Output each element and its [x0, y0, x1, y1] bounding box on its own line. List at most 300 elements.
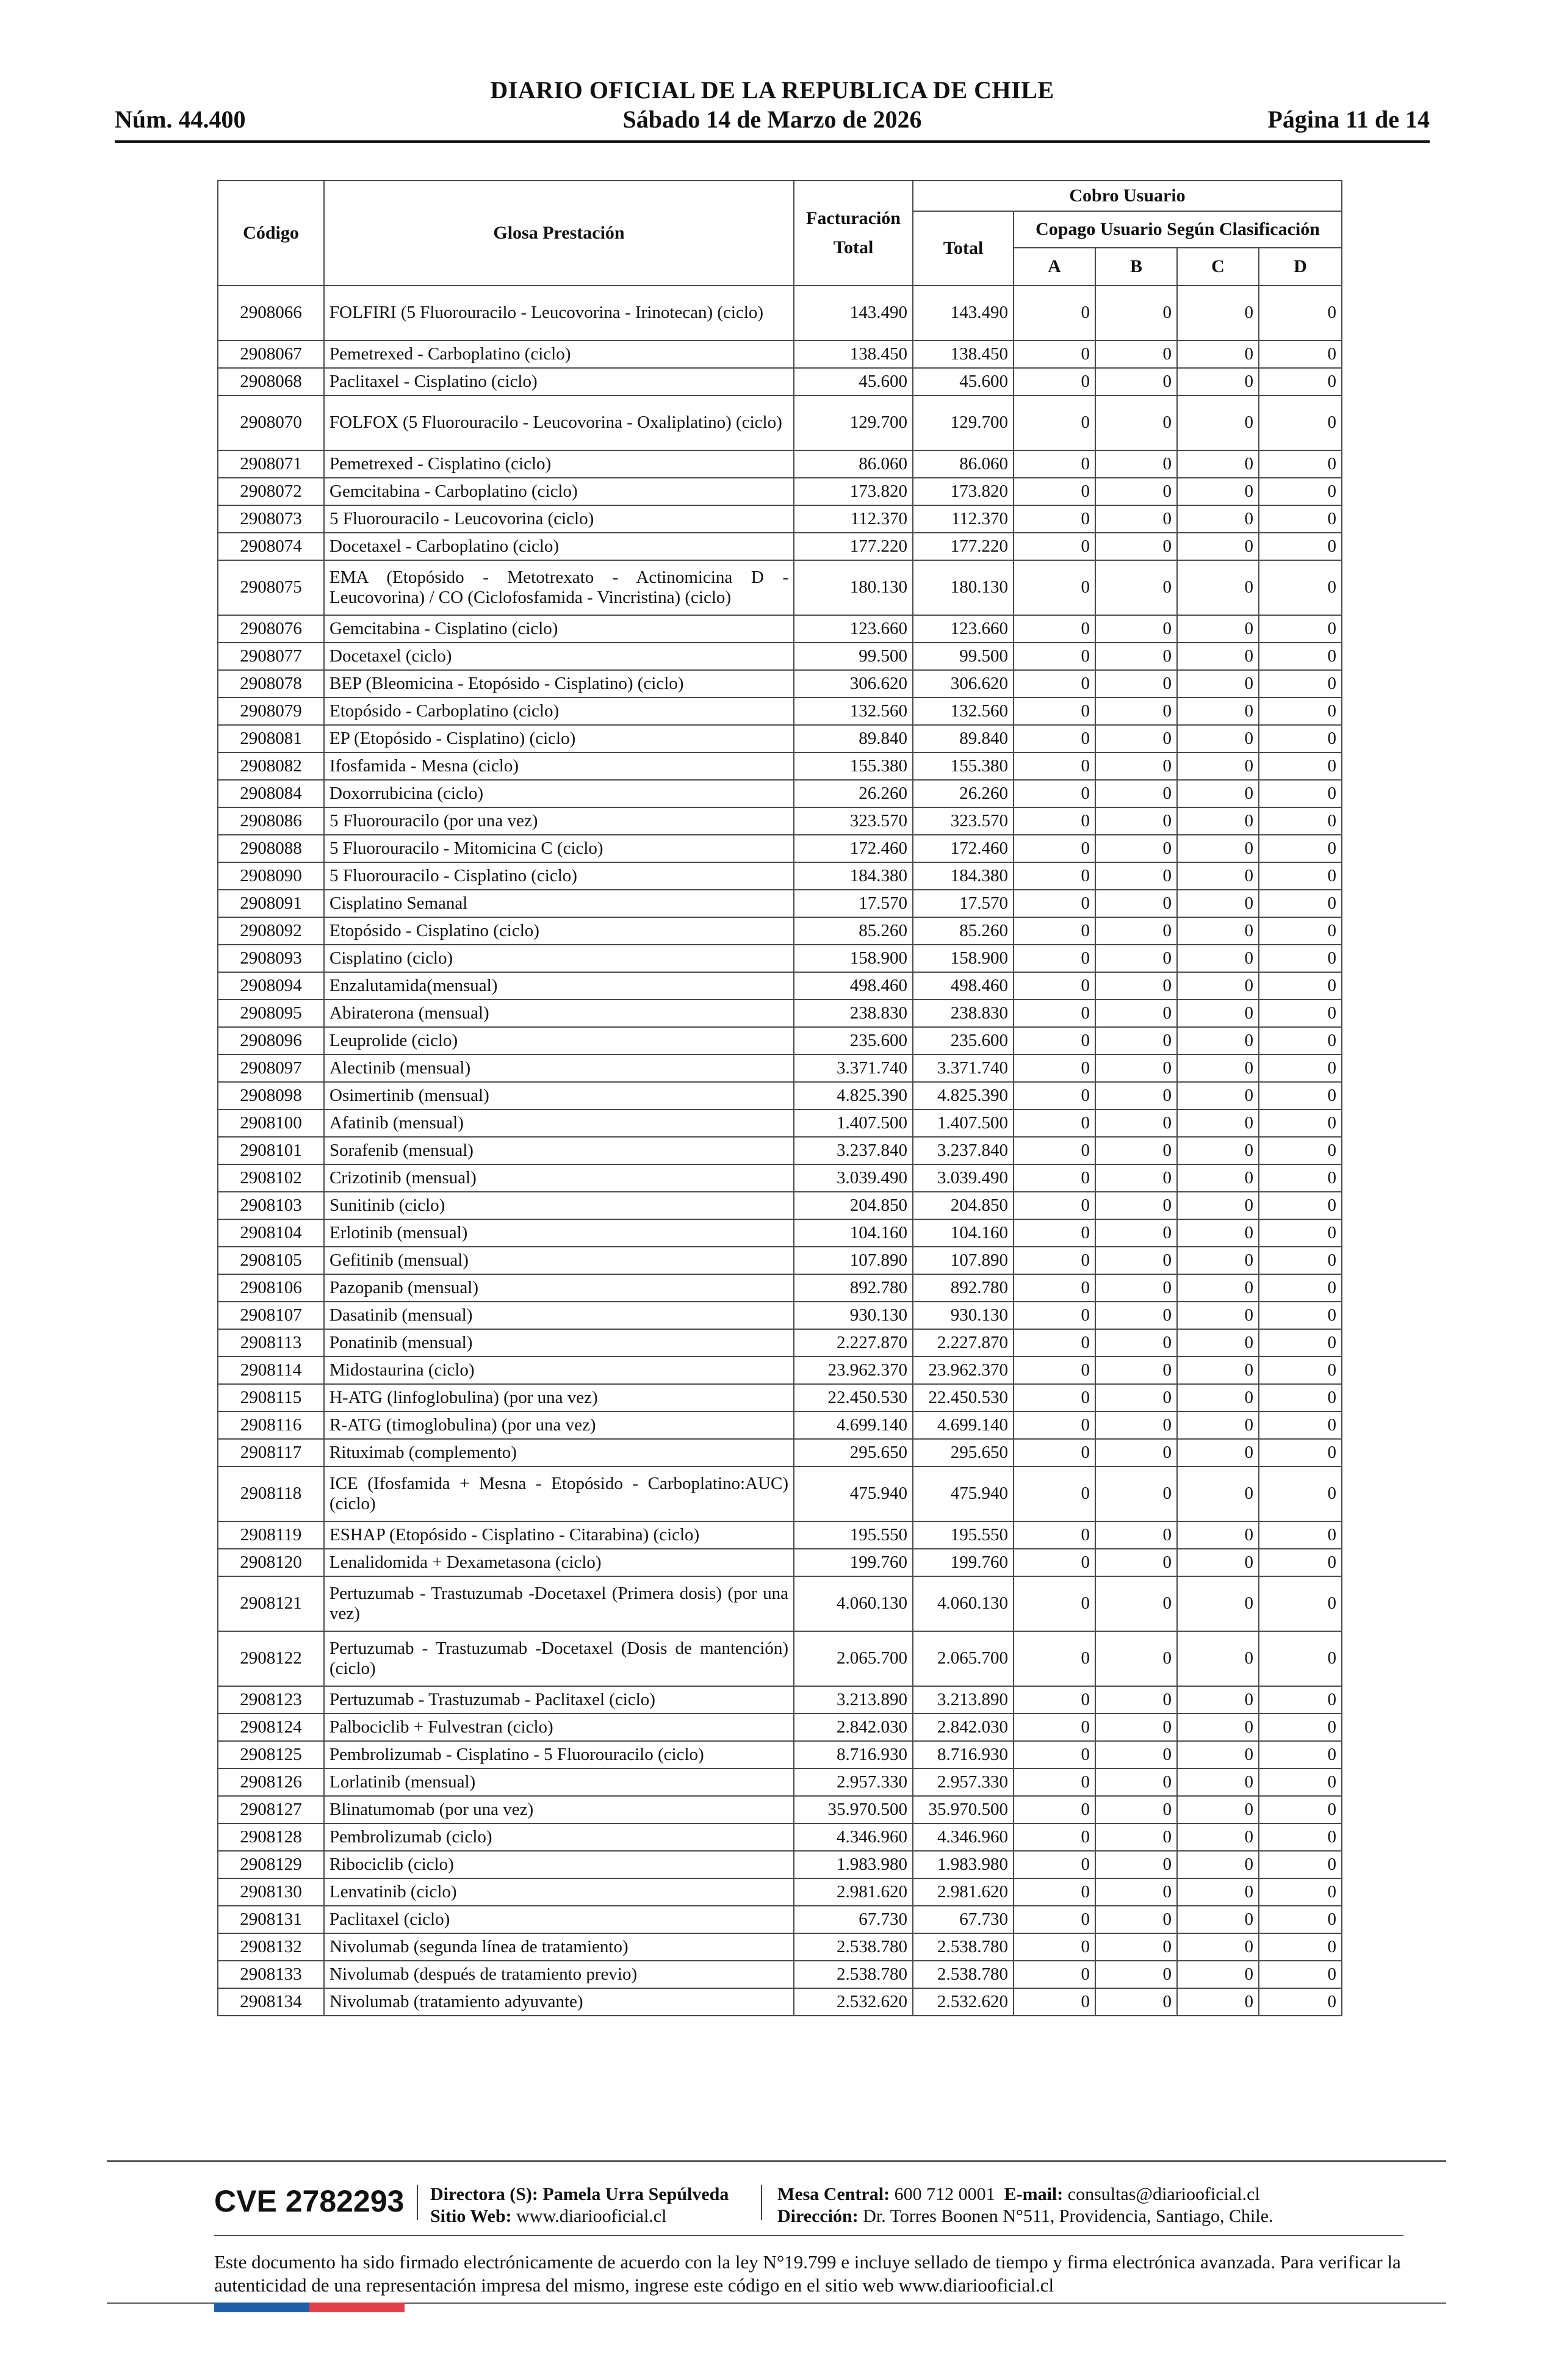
total-cell: 2.538.780: [913, 1961, 1014, 1988]
copago-a-cell: 0: [1014, 1302, 1095, 1329]
copago-b-cell: 0: [1095, 1878, 1177, 1906]
copago-d-cell: 0: [1259, 1302, 1342, 1329]
glosa-cell: Dasatinib (mensual): [324, 1302, 794, 1329]
table-row: [218, 945, 1342, 972]
facturacion-cell: 85.260: [794, 917, 913, 945]
copago-b-cell: 0: [1095, 643, 1177, 670]
copago-c-cell: 0: [1177, 1329, 1259, 1357]
table-row: [218, 807, 1342, 835]
table-row: [218, 1769, 1342, 1796]
copago-c-cell: 0: [1177, 1109, 1259, 1137]
total-cell: 2.981.620: [913, 1878, 1014, 1906]
total-cell: 2.538.780: [913, 1933, 1014, 1961]
copago-c-cell: 0: [1177, 395, 1259, 450]
glosa-cell: Pemetrexed - Carboplatino (ciclo): [324, 341, 794, 368]
copago-c-cell: 0: [1177, 533, 1259, 560]
code-cell: 2908113: [218, 1329, 324, 1357]
copago-d-cell: 0: [1259, 1137, 1342, 1164]
table-row: [218, 450, 1342, 478]
table-row: [218, 533, 1342, 560]
facturacion-cell: 177.220: [794, 533, 913, 560]
total-cell: 2.227.870: [913, 1329, 1014, 1357]
code-cell: 2908093: [218, 945, 324, 972]
glosa-cell: Etopósido - Cisplatino (ciclo): [324, 917, 794, 945]
facturacion-cell: 3.213.890: [794, 1686, 913, 1714]
code-cell: 2908134: [218, 1988, 324, 2016]
copago-c-cell: 0: [1177, 1933, 1259, 1961]
copago-d-cell: 0: [1259, 643, 1342, 670]
glosa-cell: Ribociclib (ciclo): [324, 1851, 794, 1878]
glosa-cell: Leuprolide (ciclo): [324, 1027, 794, 1055]
total-cell: 4.699.140: [913, 1412, 1014, 1439]
code-cell: 2908097: [218, 1055, 324, 1082]
total-cell: 306.620: [913, 670, 1014, 698]
code-cell: 2908090: [218, 862, 324, 890]
facturacion-cell: 2.538.780: [794, 1933, 913, 1961]
facturacion-cell: 158.900: [794, 945, 913, 972]
total-cell: 238.830: [913, 1000, 1014, 1027]
copago-c-cell: 0: [1177, 807, 1259, 835]
copago-d-cell: 0: [1259, 1796, 1342, 1823]
total-cell: 3.371.740: [913, 1055, 1014, 1082]
glosa-cell: Pazopanib (mensual): [324, 1274, 794, 1302]
facturacion-cell: 180.130: [794, 560, 913, 615]
glosa-cell: Erlotinib (mensual): [324, 1219, 794, 1247]
copago-b-cell: 0: [1095, 1000, 1177, 1027]
facturacion-cell: 4.699.140: [794, 1412, 913, 1439]
copago-b-cell: 0: [1095, 1823, 1177, 1851]
copago-d-cell: 0: [1259, 1439, 1342, 1466]
total-cell: 17.570: [913, 890, 1014, 917]
facturacion-cell: 155.380: [794, 752, 913, 780]
total-cell: 184.380: [913, 862, 1014, 890]
copago-a-cell: 0: [1014, 1274, 1095, 1302]
code-cell: 2908071: [218, 450, 324, 478]
table-row: [218, 1329, 1342, 1357]
copago-a-cell: 0: [1014, 1137, 1095, 1164]
mesa-label: Mesa Central:: [777, 2184, 890, 2204]
copago-b-cell: 0: [1095, 286, 1177, 341]
table-row: [218, 478, 1342, 505]
facturacion-cell: 2.957.330: [794, 1769, 913, 1796]
glosa-cell: Paclitaxel (ciclo): [324, 1906, 794, 1933]
copago-c-cell: 0: [1177, 972, 1259, 1000]
glosa-cell: R-ATG (timoglobulina) (por una vez): [324, 1412, 794, 1439]
glosa-cell: 5 Fluorouracilo - Leucovorina (ciclo): [324, 505, 794, 533]
copago-a-cell: 0: [1014, 1631, 1095, 1686]
total-cell: 23.962.370: [913, 1357, 1014, 1384]
copago-a-cell: 0: [1014, 725, 1095, 752]
copago-b-cell: 0: [1095, 560, 1177, 615]
copago-b-cell: 0: [1095, 780, 1177, 807]
total-cell: 173.820: [913, 478, 1014, 505]
copago-b-cell: 0: [1095, 1851, 1177, 1878]
copago-c-cell: 0: [1177, 1055, 1259, 1082]
facturacion-cell: 2.538.780: [794, 1961, 913, 1988]
copago-d-cell: 0: [1259, 1384, 1342, 1412]
copago-b-cell: 0: [1095, 1988, 1177, 2016]
code-cell: 2908103: [218, 1192, 324, 1219]
copago-a-cell: 0: [1014, 1988, 1095, 2016]
glosa-cell: Afatinib (mensual): [324, 1109, 794, 1137]
table-row: [218, 670, 1342, 698]
copago-b-cell: 0: [1095, 1714, 1177, 1741]
facturacion-cell: 89.840: [794, 725, 913, 752]
facturacion-cell: 172.460: [794, 835, 913, 862]
copago-a-cell: 0: [1014, 1384, 1095, 1412]
code-cell: 2908124: [218, 1714, 324, 1741]
copago-d-cell: 0: [1259, 1576, 1342, 1631]
copago-a-cell: 0: [1014, 1933, 1095, 1961]
facturacion-cell: 132.560: [794, 698, 913, 725]
total-cell: 104.160: [913, 1219, 1014, 1247]
total-cell: 475.940: [913, 1466, 1014, 1521]
facturacion-cell: 173.820: [794, 478, 913, 505]
copago-a-cell: 0: [1014, 780, 1095, 807]
copago-d-cell: 0: [1259, 1549, 1342, 1576]
copago-b-cell: 0: [1095, 1686, 1177, 1714]
copago-c-cell: 0: [1177, 1686, 1259, 1714]
glosa-cell: Pertuzumab - Trastuzumab - Paclitaxel (ciclo): [324, 1686, 794, 1714]
facturacion-cell: 4.346.960: [794, 1823, 913, 1851]
glosa-cell: Doxorrubicina (ciclo): [324, 780, 794, 807]
table-body: [218, 286, 1342, 2016]
issue-number: Núm. 44.400: [115, 106, 246, 133]
copago-c-cell: 0: [1177, 1823, 1259, 1851]
code-cell: 2908123: [218, 1686, 324, 1714]
copago-a-cell: 0: [1014, 1357, 1095, 1384]
copago-c-cell: 0: [1177, 862, 1259, 890]
code-cell: 2908131: [218, 1906, 324, 1933]
facturacion-cell: 26.260: [794, 780, 913, 807]
header-d: D: [1259, 248, 1342, 286]
total-cell: 4.825.390: [913, 1082, 1014, 1109]
copago-d-cell: 0: [1259, 1274, 1342, 1302]
glosa-cell: BEP (Bleomicina - Etopósido - Cisplatino) (ciclo): [324, 670, 794, 698]
copago-a-cell: 0: [1014, 395, 1095, 450]
copago-d-cell: 0: [1259, 1714, 1342, 1741]
copago-c-cell: 0: [1177, 1247, 1259, 1274]
copago-a-cell: 0: [1014, 1796, 1095, 1823]
footer-divider: [761, 2185, 762, 2220]
copago-b-cell: 0: [1095, 1933, 1177, 1961]
copago-d-cell: 0: [1259, 1988, 1342, 2016]
header-facturacion: Facturación Total: [794, 181, 913, 286]
copago-b-cell: 0: [1095, 341, 1177, 368]
copago-d-cell: 0: [1259, 972, 1342, 1000]
director-name: Pamela Urra Sepúlveda: [542, 2184, 729, 2204]
glosa-cell: Gemcitabina - Cisplatino (ciclo): [324, 615, 794, 643]
table-row: [218, 1439, 1342, 1466]
header-cobro-usuario: Cobro Usuario: [913, 181, 1342, 211]
copago-d-cell: 0: [1259, 1192, 1342, 1219]
copago-c-cell: 0: [1177, 615, 1259, 643]
page-header: [115, 73, 1430, 145]
copago-d-cell: 0: [1259, 286, 1342, 341]
total-cell: 8.716.930: [913, 1741, 1014, 1769]
code-cell: 2908081: [218, 725, 324, 752]
copago-b-cell: 0: [1095, 615, 1177, 643]
copago-b-cell: 0: [1095, 1357, 1177, 1384]
copago-c-cell: 0: [1177, 670, 1259, 698]
glosa-cell: EMA (Etopósido - Metotrexato - Actinomicina D - Leucovorina) / CO (Ciclofosfamida - Vincristina) (ciclo): [324, 560, 794, 615]
header-c: C: [1177, 248, 1259, 286]
web-link[interactable]: www.diariooficial.cl: [516, 2206, 667, 2226]
copago-a-cell: 0: [1014, 1823, 1095, 1851]
copago-c-cell: 0: [1177, 1027, 1259, 1055]
glosa-cell: Gemcitabina - Carboplatino (ciclo): [324, 478, 794, 505]
copago-a-cell: 0: [1014, 1961, 1095, 1988]
copago-b-cell: 0: [1095, 1769, 1177, 1796]
facturacion-cell: 4.825.390: [794, 1082, 913, 1109]
facturacion-cell: 199.760: [794, 1549, 913, 1576]
total-cell: 123.660: [913, 615, 1014, 643]
facturacion-cell: 3.371.740: [794, 1055, 913, 1082]
glosa-cell: Enzalutamida(mensual): [324, 972, 794, 1000]
facturacion-cell: 143.490: [794, 286, 913, 341]
table-row: [218, 780, 1342, 807]
copago-b-cell: 0: [1095, 1796, 1177, 1823]
code-cell: 2908101: [218, 1137, 324, 1164]
copago-d-cell: 0: [1259, 1329, 1342, 1357]
code-cell: 2908106: [218, 1274, 324, 1302]
address-label: Dirección:: [777, 2206, 859, 2226]
total-cell: 2.065.700: [913, 1631, 1014, 1686]
facturacion-cell: 86.060: [794, 450, 913, 478]
table-row: [218, 615, 1342, 643]
copago-c-cell: 0: [1177, 1769, 1259, 1796]
glosa-cell: Palbociclib + Fulvestran (ciclo): [324, 1714, 794, 1741]
total-cell: 138.450: [913, 341, 1014, 368]
footer-mid-rule: [214, 2235, 1403, 2236]
copago-c-cell: 0: [1177, 945, 1259, 972]
code-cell: 2908096: [218, 1027, 324, 1055]
total-cell: 158.900: [913, 945, 1014, 972]
table-row: [218, 1631, 1342, 1686]
facturacion-cell: 17.570: [794, 890, 913, 917]
total-cell: 22.450.530: [913, 1384, 1014, 1412]
glosa-cell: Abiraterona (mensual): [324, 1000, 794, 1027]
copago-b-cell: 0: [1095, 698, 1177, 725]
copago-a-cell: 0: [1014, 1466, 1095, 1521]
code-cell: 2908067: [218, 341, 324, 368]
glosa-cell: Cisplatino (ciclo): [324, 945, 794, 972]
copago-c-cell: 0: [1177, 1439, 1259, 1466]
copago-c-cell: 0: [1177, 1357, 1259, 1384]
copago-b-cell: 0: [1095, 533, 1177, 560]
facturacion-cell: 104.160: [794, 1219, 913, 1247]
code-cell: 2908086: [218, 807, 324, 835]
copago-c-cell: 0: [1177, 1219, 1259, 1247]
code-cell: 2908072: [218, 478, 324, 505]
copago-b-cell: 0: [1095, 1137, 1177, 1164]
code-cell: 2908127: [218, 1796, 324, 1823]
copago-d-cell: 0: [1259, 917, 1342, 945]
mesa-value: 600 712 0001: [894, 2184, 995, 2204]
copago-a-cell: 0: [1014, 1247, 1095, 1274]
glosa-cell: Midostaurina (ciclo): [324, 1357, 794, 1384]
copago-d-cell: 0: [1259, 1851, 1342, 1878]
glosa-cell: Alectinib (mensual): [324, 1055, 794, 1082]
copago-c-cell: 0: [1177, 1302, 1259, 1329]
copago-b-cell: 0: [1095, 1576, 1177, 1631]
glosa-cell: FOLFIRI (5 Fluorouracilo - Leucovorina - Irinotecan) (ciclo): [324, 286, 794, 341]
facturacion-cell: 3.237.840: [794, 1137, 913, 1164]
code-cell: 2908121: [218, 1576, 324, 1631]
copago-c-cell: 0: [1177, 1961, 1259, 1988]
table-row: [218, 1192, 1342, 1219]
facturacion-cell: 4.060.130: [794, 1576, 913, 1631]
copago-c-cell: 0: [1177, 1851, 1259, 1878]
total-cell: 204.850: [913, 1192, 1014, 1219]
copago-b-cell: 0: [1095, 752, 1177, 780]
glosa-cell: 5 Fluorouracilo - Mitomicina C (ciclo): [324, 835, 794, 862]
copago-d-cell: 0: [1259, 505, 1342, 533]
total-cell: 180.130: [913, 560, 1014, 615]
copago-c-cell: 0: [1177, 752, 1259, 780]
table-row: [218, 1302, 1342, 1329]
copago-c-cell: 0: [1177, 1796, 1259, 1823]
table-row: [218, 1906, 1342, 1933]
copago-c-cell: 0: [1177, 1549, 1259, 1576]
facturacion-cell: 892.780: [794, 1274, 913, 1302]
table-row: [218, 835, 1342, 862]
copago-b-cell: 0: [1095, 862, 1177, 890]
copago-d-cell: 0: [1259, 615, 1342, 643]
table-row: [218, 1796, 1342, 1823]
header-glosa: Glosa Prestación: [324, 181, 794, 286]
copago-a-cell: 0: [1014, 560, 1095, 615]
copago-a-cell: 0: [1014, 286, 1095, 341]
code-cell: 2908079: [218, 698, 324, 725]
copago-d-cell: 0: [1259, 1164, 1342, 1192]
copago-d-cell: 0: [1259, 1219, 1342, 1247]
table-row: [218, 1357, 1342, 1384]
copago-c-cell: 0: [1177, 1878, 1259, 1906]
copago-d-cell: 0: [1259, 1247, 1342, 1274]
copago-a-cell: 0: [1014, 1686, 1095, 1714]
glosa-cell: Pembrolizumab (ciclo): [324, 1823, 794, 1851]
facturacion-cell: 204.850: [794, 1192, 913, 1219]
copago-a-cell: 0: [1014, 698, 1095, 725]
copago-c-cell: 0: [1177, 1000, 1259, 1027]
glosa-cell: Lenvatinib (ciclo): [324, 1878, 794, 1906]
code-cell: 2908073: [218, 505, 324, 533]
copago-a-cell: 0: [1014, 1329, 1095, 1357]
facturacion-cell: 123.660: [794, 615, 913, 643]
table-row: [218, 752, 1342, 780]
total-cell: 67.730: [913, 1906, 1014, 1933]
facturacion-cell: 2.227.870: [794, 1329, 913, 1357]
copago-b-cell: 0: [1095, 1439, 1177, 1466]
table-row: [218, 698, 1342, 725]
cve-code: CVE 2782293: [214, 2184, 405, 2218]
copago-a-cell: 0: [1014, 1027, 1095, 1055]
copago-d-cell: 0: [1259, 670, 1342, 698]
table-row: [218, 286, 1342, 341]
total-cell: 3.237.840: [913, 1137, 1014, 1164]
copago-c-cell: 0: [1177, 917, 1259, 945]
code-cell: 2908102: [218, 1164, 324, 1192]
copago-a-cell: 0: [1014, 1906, 1095, 1933]
copago-d-cell: 0: [1259, 368, 1342, 395]
code-cell: 2908133: [218, 1961, 324, 1988]
facturacion-cell: 323.570: [794, 807, 913, 835]
glosa-cell: Blinatumomab (por una vez): [324, 1796, 794, 1823]
copago-c-cell: 0: [1177, 505, 1259, 533]
copago-b-cell: 0: [1095, 945, 1177, 972]
copago-a-cell: 0: [1014, 1109, 1095, 1137]
glosa-cell: EP (Etopósido - Cisplatino) (ciclo): [324, 725, 794, 752]
facturacion-cell: 138.450: [794, 341, 913, 368]
table-row: [218, 972, 1342, 1000]
copago-d-cell: 0: [1259, 890, 1342, 917]
copago-a-cell: 0: [1014, 670, 1095, 698]
table-row: [218, 1549, 1342, 1576]
facturacion-cell: 930.130: [794, 1302, 913, 1329]
code-cell: 2908084: [218, 780, 324, 807]
glosa-cell: Nivolumab (después de tratamiento previo): [324, 1961, 794, 1988]
copago-a-cell: 0: [1014, 835, 1095, 862]
glosa-cell: Nivolumab (tratamiento adyuvante): [324, 1988, 794, 2016]
copago-b-cell: 0: [1095, 1109, 1177, 1137]
copago-c-cell: 0: [1177, 1631, 1259, 1686]
facturacion-cell: 35.970.500: [794, 1796, 913, 1823]
email-link[interactable]: consultas@diariooficial.cl: [1067, 2184, 1260, 2204]
copago-c-cell: 0: [1177, 478, 1259, 505]
facturacion-cell: 306.620: [794, 670, 913, 698]
header-b: B: [1095, 248, 1177, 286]
glosa-cell: Cisplatino Semanal: [324, 890, 794, 917]
table-row: [218, 1961, 1342, 1988]
total-cell: 85.260: [913, 917, 1014, 945]
table-row: [218, 1247, 1342, 1274]
code-cell: 2908105: [218, 1247, 324, 1274]
copago-d-cell: 0: [1259, 1961, 1342, 1988]
facturacion-cell: 195.550: [794, 1521, 913, 1549]
copago-b-cell: 0: [1095, 1164, 1177, 1192]
copago-b-cell: 0: [1095, 1082, 1177, 1109]
copago-d-cell: 0: [1259, 1686, 1342, 1714]
facturacion-cell: 2.532.620: [794, 1988, 913, 2016]
table-row: [218, 1055, 1342, 1082]
table-row: [218, 1027, 1342, 1055]
total-cell: 323.570: [913, 807, 1014, 835]
address-value: Dr. Torres Boonen N°511, Providencia, Santiago, Chile.: [863, 2206, 1273, 2226]
copago-d-cell: 0: [1259, 1055, 1342, 1082]
copago-a-cell: 0: [1014, 341, 1095, 368]
copago-b-cell: 0: [1095, 1741, 1177, 1769]
table-row: [218, 1823, 1342, 1851]
total-cell: 4.346.960: [913, 1823, 1014, 1851]
copago-c-cell: 0: [1177, 890, 1259, 917]
table-row: [218, 1137, 1342, 1164]
copago-a-cell: 0: [1014, 1741, 1095, 1769]
table-row: [218, 862, 1342, 890]
newspaper-title: DIARIO OFICIAL DE LA REPUBLICA DE CHILE: [490, 76, 1054, 104]
table-row: [218, 1878, 1342, 1906]
total-cell: 89.840: [913, 725, 1014, 752]
copago-d-cell: 0: [1259, 862, 1342, 890]
copago-a-cell: 0: [1014, 478, 1095, 505]
copago-b-cell: 0: [1095, 1274, 1177, 1302]
table-row: [218, 1164, 1342, 1192]
copago-b-cell: 0: [1095, 1412, 1177, 1439]
footer-divider: [417, 2185, 418, 2220]
glosa-cell: Osimertinib (mensual): [324, 1082, 794, 1109]
copago-d-cell: 0: [1259, 807, 1342, 835]
copago-a-cell: 0: [1014, 1439, 1095, 1466]
